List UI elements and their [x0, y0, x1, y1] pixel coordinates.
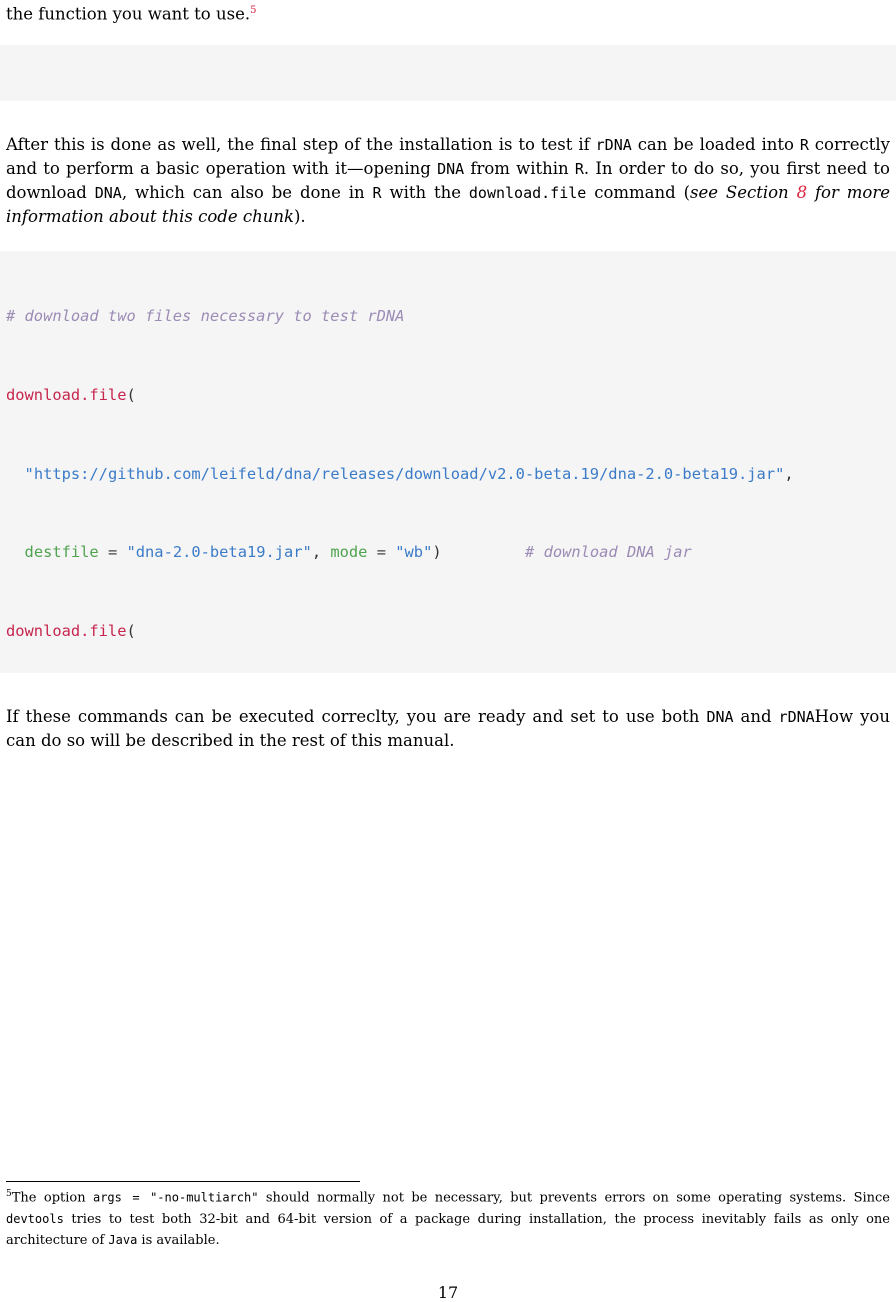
code-line: "https://github.com/leifeld/dna/releases/download/v2.0-beta.19/dna-2.0-beta19.jar",: [24, 464, 794, 483]
paragraph-ready: If these commands can be executed correclty, you are ready and set to use both DNA and rDNAHow you can do so will be described in the rest of this manual.: [6, 707, 890, 750]
footnote-ref[interactable]: 5: [250, 5, 257, 16]
code-line: download.file(: [6, 621, 136, 640]
code-line: [6, 98, 896, 101]
paragraph-test-rdna: After this is done as well, the final step of the installation is to test if rDNA can be loaded into R correctly and to perform a basic operation with it—opening DNA from within R. In order to do so, you first need to download DNA, which can also be done in R with the download.file command (see Section 8 for more information about this code chunk).: [6, 135, 890, 226]
intro-line: [6, 0, 890, 27]
code-line: [6, 303, 896, 329]
intro-text: the function you want to use.: [6, 4, 251, 24]
page-number: 17: [437, 1283, 459, 1302]
footnote: $^5$The option args = "-no-multiarch" should normally not be necessary, but prevents errors on some operating systems. Since devtools tries to test both 32-bit and 64-bit version of a package during installation, the process inevitably fails as only one architecture of Java is available.: [6, 1189, 890, 1249]
code-block-download: [0, 251, 896, 673]
footnote-divider: [6, 1181, 360, 1182]
code-line: destfile = "dna-2.0-beta19.jar", mode = "wb") # download DNA jar: [24, 543, 692, 562]
code-block-install: [0, 45, 896, 101]
footnote-mark: 5: [6, 1189, 12, 1199]
section-link[interactable]: 8: [796, 183, 808, 202]
code-line: download.file(: [6, 386, 136, 404]
code-comment: # download two files necessary to test rDNA: [6, 307, 405, 326]
